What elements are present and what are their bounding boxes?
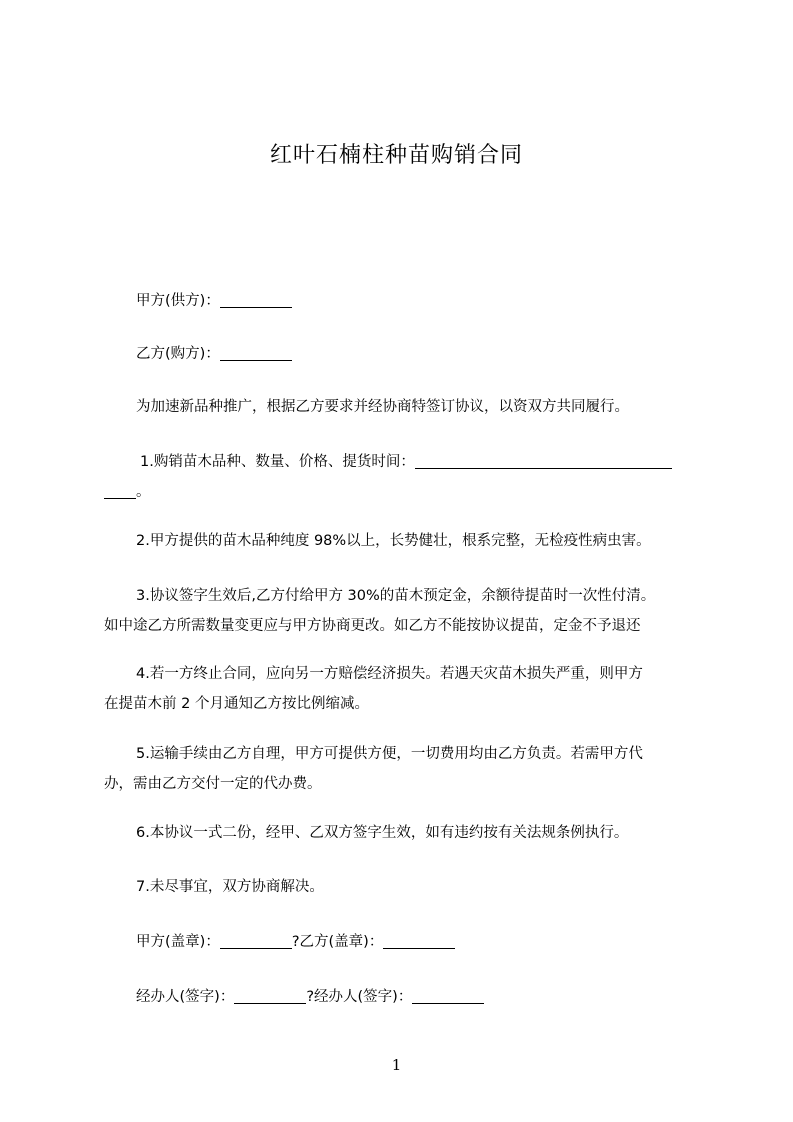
sign-a-blank: [234, 987, 306, 1004]
preamble-text: 为加速新品种推广，根据乙方要求并经协商特签订协议，以资双方共同履行。: [136, 399, 629, 415]
seal-a-label: 甲方(盖章)：: [136, 934, 220, 950]
clause-6: [104, 818, 704, 848]
clause-1-blank-1: [415, 452, 672, 469]
seal-b-label: ?乙方(盖章)：: [291, 934, 384, 950]
clause-4-line-2: 在提苗木前 2 个月通知乙方按比例缩减。: [104, 696, 369, 712]
party-b-label: 乙方(购方)：: [136, 346, 220, 362]
clause-1: [104, 447, 704, 507]
signature-line: [104, 982, 704, 1012]
party-b-blank: [220, 344, 292, 361]
clause-3-line-2: 如中途乙方所需数量变更应与甲方协商更改。如乙方不能按协议提苗，定金不予退还: [104, 618, 641, 634]
party-b-line: [104, 339, 704, 369]
seal-b-blank: [383, 932, 455, 949]
party-a-line: [104, 286, 704, 316]
clause-2: [104, 526, 704, 556]
clause-3-line-1: 3.协议签字生效后,乙方付给甲方 30%的苗木预定金，余额待提苗时一次性付清。: [136, 588, 656, 604]
sign-a-label: 经办人(签字)：: [136, 989, 235, 1005]
clause-1-line-1: [104, 447, 704, 477]
party-a-label: 甲方(供方)：: [136, 293, 220, 309]
seal-a-blank: [220, 932, 292, 949]
sign-b-blank: [412, 987, 484, 1004]
seal-line: [104, 927, 704, 957]
clause-3: [104, 581, 704, 641]
clause-7: [104, 872, 704, 902]
clause-5: [104, 739, 704, 799]
clause-7-text: 7.未尽事宜，双方协商解决。: [136, 879, 324, 895]
sign-b-label: ?经办人(签字)：: [306, 989, 413, 1005]
preamble-paragraph: [104, 392, 704, 422]
clause-6-text: 6.本协议一式二份，经甲、乙双方签字生效，如有违约按有关法规条例执行。: [136, 825, 629, 841]
page-number: 1: [391, 1056, 402, 1074]
clause-1-blank-2: [104, 482, 136, 499]
clause-1-end: 。: [136, 484, 151, 500]
clause-1-text: 1.购销苗木品种、数量、价格、提货时间：: [140, 454, 415, 470]
clause-4-line-1: 4.若一方终止合同，应向另一方赔偿经济损失。若遇天灾苗木损失严重，则甲方: [136, 666, 643, 682]
clause-5-line-1: 5.运输手续由乙方自理，甲方可提供方便，一切费用均由乙方负责。若需甲方代: [136, 746, 643, 762]
clause-5-line-2: 办，需由乙方交付一定的代办费。: [104, 776, 322, 792]
document-title: 红叶石楠柱种苗购销合同: [269, 143, 523, 168]
clause-1-line-2: [104, 477, 704, 507]
clause-4: [104, 659, 704, 719]
party-a-blank: [220, 291, 292, 308]
clause-2-text: 2.甲方提供的苗木品种纯度 98%以上，长势健壮，根系完整，无检疫性病虫害。: [136, 533, 651, 549]
